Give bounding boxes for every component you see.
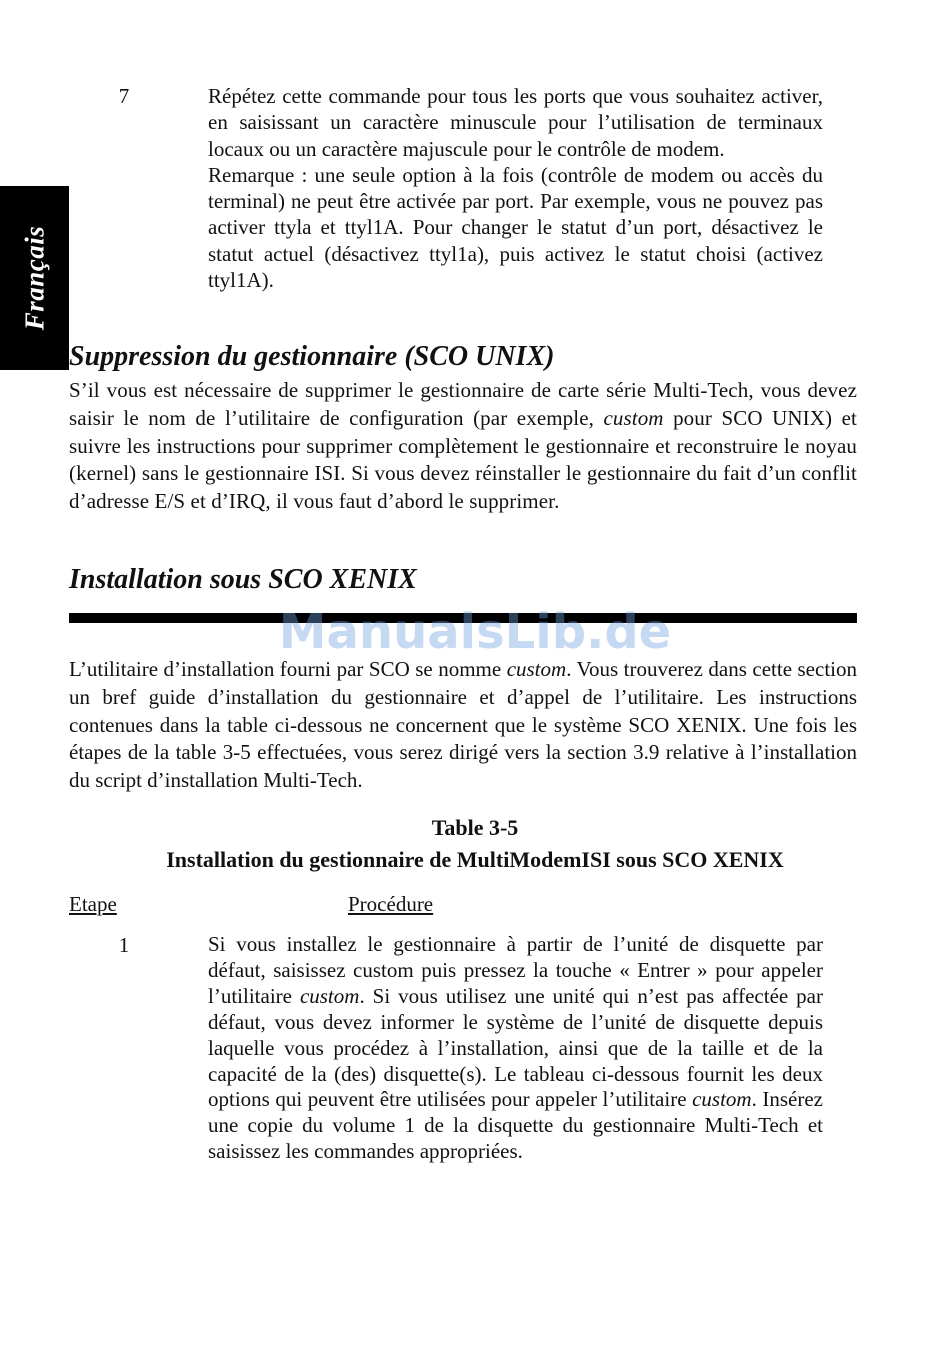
step-7-note: Remarque : une seule option à la fois (contrôle de modem ou accès du terminal) ne peut être activée par port. Par exemple, vous ne pouvez pas activer ttyla et ttyl1A. Pour changer le statut d’un port, désactivez le statut actuel (désactivez ttyl1a), puis activez le statut choisi (activez ttyl1A).: [208, 162, 823, 293]
table-title: Table 3-5: [431, 815, 519, 840]
language-tab-label: Français: [19, 225, 49, 331]
section-heading-xenix: Installation sous SCO XENIX: [69, 564, 417, 595]
unix-paragraph-custom: custom: [603, 405, 664, 430]
watermark: ManualsLib.de: [278, 604, 672, 660]
column-header-procedure: Procédure: [348, 892, 434, 916]
column-header-step: Etape: [69, 892, 117, 916]
xenix-paragraph-end: . Vous trouverez dans cette section un bref guide d’installation du gestionnaire et d’appel de l’utilitaire. Les instructions contenues dans la table ci-dessous ne concernent que le système SCO XENIX. Une fois les étapes de la table 3-5 effectuées, vous serez dirigé vers la section 3.9 relative à l’installation du script d’installation Multi-Tech.: [69, 657, 857, 793]
step-1-number: 1: [118, 933, 130, 957]
step-1-text-part-2: . Si vous utilisez une unité qui n’est pas affectée par défaut, vous devez informer le système de l’unité de disquette depuis laquelle vous procédez à l’installation, ainsi que de la taille et de la capacité de la (des) disquette(s). Le tableau ci-dessous fournit les deux options qui peuvent être utilisées pour appeler l’utilitaire: [208, 983, 823, 1112]
section-xenix-paragraph: [69, 656, 857, 795]
step-7-text-block: [208, 83, 823, 293]
step-1-text: [208, 932, 823, 1165]
xenix-paragraph-start: L’utilitaire d’installation fourni par SCO se nomme: [69, 657, 507, 681]
language-tab: [0, 186, 69, 370]
unix-paragraph-start: S’il vous est nécessaire de supprimer le gestionnaire de carte série Multi-Tech, vous devez saisir le nom de l’utilitaire de configuration (par exemple,: [69, 378, 857, 430]
section-heading-unix: Suppression du gestionnaire (SCO UNIX): [69, 341, 555, 372]
step-1-text-part-3: . Insérez une copie du volume 1 de la disquette du gestionnaire Multi-Tech et saisissez les commandes appropriées.: [208, 1087, 823, 1164]
xenix-paragraph-custom: custom: [506, 657, 567, 681]
section-unix-paragraph: [69, 377, 857, 516]
unix-paragraph-end: pour SCO UNIX) et suivre les instructions pour supprimer complètement le gestionnaire et reconstruire le noyau (kernel) sans le gestionnaire ISI. Si vous devez réinstaller le gestionnaire du fait d’un conflit d’adresse E/S et d’IRQ, il vous faut d’abord le supprimer.: [69, 405, 857, 514]
step-7-number: 7: [118, 84, 130, 108]
step-1-custom-1: custom: [299, 983, 360, 1008]
step-1-text-part-1: Si vous installez le gestionnaire à partir de l’unité de disquette par défaut, saisissez custom puis pressez la touche « Entrer » pour appeler l’utilitaire: [208, 932, 823, 1008]
step-1-custom-2: custom: [692, 1087, 752, 1112]
table-subtitle: Installation du gestionnaire de MultiModemISI sous SCO XENIX: [166, 847, 784, 872]
step-7-text: Répétez cette commande pour tous les ports que vous souhaitez activer, en saisissant un caractère minuscule pour l’utilisation de terminaux locaux ou un caractère majuscule pour le contrôle de modem.: [208, 84, 823, 161]
